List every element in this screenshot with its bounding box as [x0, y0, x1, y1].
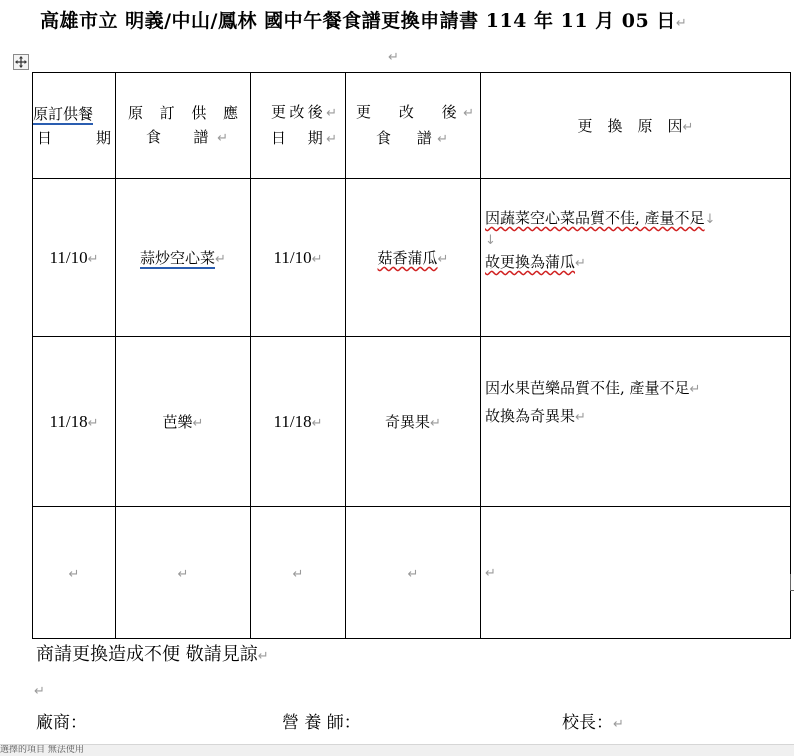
new-menu-cell: 奇異果↵: [346, 337, 481, 507]
paragraph-mark: ↵: [388, 50, 399, 65]
empty-cell[interactable]: ↵: [481, 507, 791, 639]
header-reason: 更 換 原 因↵: [481, 73, 791, 179]
document-title: 高雄市立 明義/中山/鳳林 國中午餐食譜更換申請書 114 年 11 月 05 日↵: [40, 10, 688, 32]
new-date-cell: 11/10↵: [251, 179, 346, 337]
orig-menu-cell: 芭樂↵: [116, 337, 251, 507]
table-row: [33, 507, 791, 639]
orig-date-cell: 11/18↵: [33, 337, 116, 507]
table-header-row: [33, 73, 791, 179]
table-row: [33, 337, 791, 507]
vendor-signature-label: 廠商：: [36, 713, 87, 733]
nutritionist-signature-label: 營 養 師：: [282, 713, 361, 733]
paragraph-mark: ↵: [34, 684, 45, 699]
page-corner-mark: [790, 574, 794, 591]
status-bar: 選擇的項目 無法使用: [0, 744, 794, 756]
empty-cell[interactable]: ↵: [116, 507, 251, 639]
reason-cell: 因蔬菜空心菜品質不佳, 產量不足↓ ↓ 故更換為蒲瓜↵: [481, 179, 791, 337]
table-move-handle-icon[interactable]: [13, 54, 29, 70]
header-orig-menu: 原 訂 供 應 食 譜↵: [116, 73, 251, 179]
header-new-menu: 更 改 後↵ 食 譜↵: [346, 73, 481, 179]
new-date-cell: 11/18↵: [251, 337, 346, 507]
header-orig-date: 原訂供餐 日 期: [33, 73, 116, 179]
new-menu-cell: 菇香蒲瓜↵: [346, 179, 481, 337]
orig-date-cell: 11/10↵: [33, 179, 116, 337]
menu-change-table: [32, 72, 791, 639]
reason-cell: 因水果芭樂品質不佳, 產量不足↵ 故換為奇異果↵: [481, 337, 791, 507]
empty-cell[interactable]: ↵: [33, 507, 116, 639]
paragraph-mark: ↵: [675, 16, 688, 31]
principal-signature-label: 校長：↵: [562, 713, 624, 733]
empty-cell[interactable]: ↵: [251, 507, 346, 639]
orig-menu-cell: 蒜炒空心菜↵: [116, 179, 251, 337]
closing-text: 商請更換造成不便 敬請見諒↵: [36, 644, 269, 665]
empty-cell[interactable]: ↵: [346, 507, 481, 639]
header-new-date: 更改後↵ 日 期↵: [251, 73, 346, 179]
table-row: [33, 179, 791, 337]
